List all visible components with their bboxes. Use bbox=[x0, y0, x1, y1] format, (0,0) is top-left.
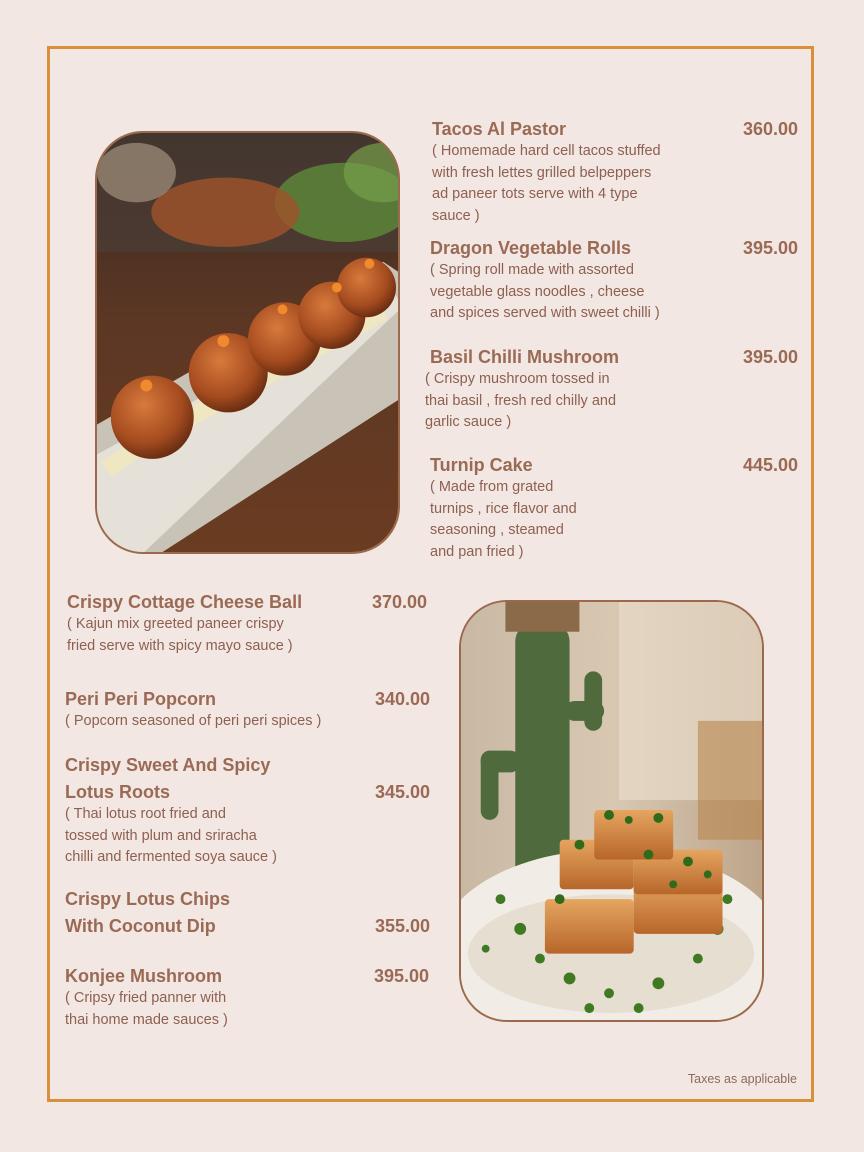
cottage-cheese-balls-photo bbox=[95, 131, 400, 554]
item-price: 360.00 bbox=[742, 119, 798, 139]
item-description: ( Kajun mix greeted paneer crispy fried serve with spicy mayo sauce ) bbox=[67, 616, 293, 654]
item-name: Peri Peri Popcorn bbox=[65, 689, 217, 709]
item-price: 370.00 bbox=[371, 592, 427, 612]
item-name: Crispy Cottage Cheese Ball bbox=[67, 592, 303, 612]
menu-item-lotus-chips bbox=[65, 886, 430, 940]
menu-item-tacos bbox=[432, 116, 798, 227]
menu-item-basil-mushroom bbox=[425, 344, 798, 434]
item-name: Turnip Cake bbox=[430, 455, 533, 475]
item-description: ( Spring roll made with assorted vegetable glass noodles , cheese and spices served with sweet chilli ) bbox=[430, 262, 660, 321]
menu-item-lotus-roots bbox=[65, 752, 430, 869]
item-price: 445.00 bbox=[742, 455, 798, 475]
item-description: ( Cripsy fried panner with thai home made sauces ) bbox=[65, 990, 228, 1028]
item-description: ( Popcorn seasoned of peri peri spices ) bbox=[65, 713, 322, 729]
item-description: ( Homemade hard cell tacos stuffed with fresh lettes grilled belpeppers ad paneer tots serve with 4 type sauce ) bbox=[432, 143, 661, 224]
fried-tofu-photo bbox=[459, 600, 764, 1022]
item-name: Dragon Vegetable Rolls bbox=[430, 238, 632, 258]
menu-item-turnip-cake bbox=[430, 452, 798, 563]
taxes-note: Taxes as applicable bbox=[687, 1072, 797, 1086]
menu-item-konjee-mushroom bbox=[65, 963, 429, 1031]
item-price: 395.00 bbox=[373, 966, 429, 986]
item-name: Tacos Al Pastor bbox=[432, 119, 567, 139]
item-description: ( Crispy mushroom tossed in thai basil , fresh red chilly and garlic sauce ) bbox=[425, 371, 617, 430]
item-name: Basil Chilli Mushroom bbox=[430, 347, 620, 367]
item-description: ( Thai lotus root fried and tossed with plum and sriracha chilli and fermented soya sauce ) bbox=[65, 806, 277, 865]
item-name: Konjee Mushroom bbox=[65, 966, 223, 986]
item-name: Crispy Lotus Chips With Coconut Dip bbox=[65, 889, 231, 936]
menu-item-cottage-cheese-ball bbox=[67, 589, 427, 657]
menu-item-dragon-rolls bbox=[430, 235, 798, 325]
item-price: 340.00 bbox=[374, 689, 430, 709]
item-name: Crispy Sweet And Spicy Lotus Roots bbox=[65, 755, 271, 802]
item-price: 345.00 bbox=[374, 782, 430, 802]
item-price: 355.00 bbox=[374, 916, 430, 936]
menu-item-peri-popcorn bbox=[65, 686, 430, 733]
item-price: 395.00 bbox=[742, 238, 798, 258]
item-description: ( Made from grated turnips , rice flavor and seasoning , steamed and pan fried ) bbox=[430, 479, 577, 560]
item-price: 395.00 bbox=[742, 347, 798, 367]
